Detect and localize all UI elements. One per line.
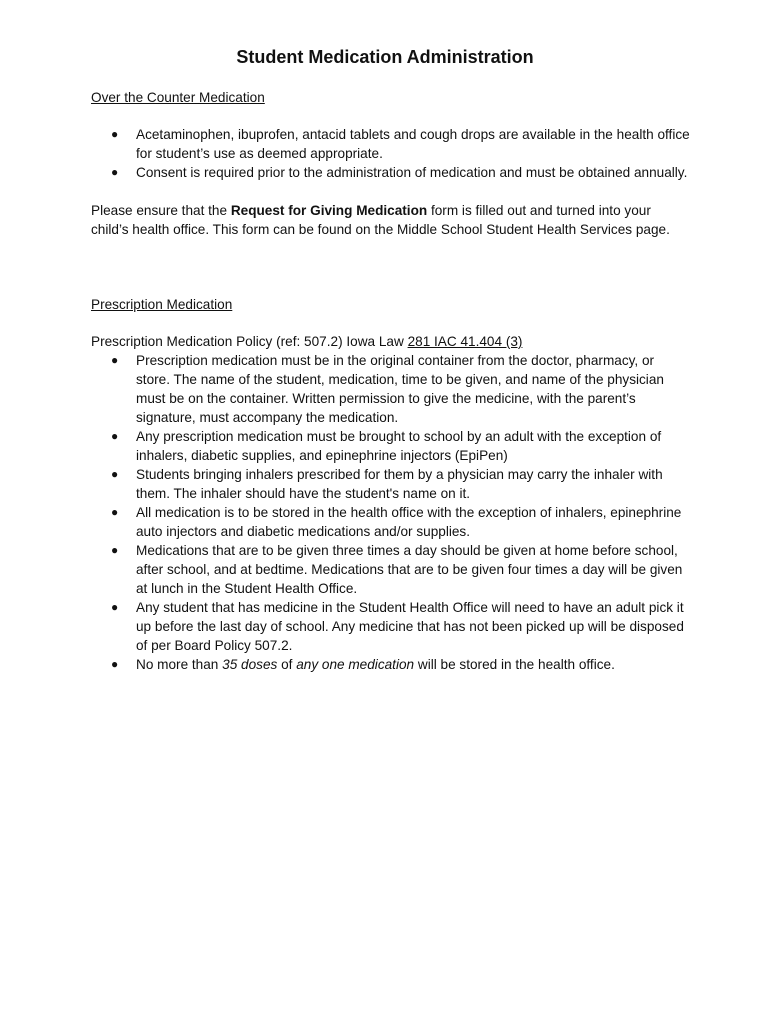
list-item: ● All medication is to be stored in the health office with the exception of inhalers, epinephrine auto injectors and diabetic medications and/or supplies.	[111, 505, 682, 539]
list-item: ● Acetaminophen, ibuprofen, antacid tablets and cough drops are available in the health office for student’s use as deemed appropriate.	[111, 127, 690, 161]
rx-policy-line: Prescription Medication Policy (ref: 507.2) Iowa Law 281 IAC 41.404 (3)	[91, 334, 523, 349]
iowa-law-link[interactable]: 281 IAC 41.404 (3)	[407, 334, 523, 349]
otc-section-heading: Over the Counter Medication	[91, 90, 265, 105]
otc-form-note: Please ensure that the Request for Giving Medication form is filled out and turned into your child’s health office. This form can be found on the Middle School Student Health Services page.	[91, 203, 670, 237]
bullet-icon: ●	[111, 165, 119, 179]
list-item: ● Medications that are to be given three times a day should be given at home before school, after school, and at bedtime. Medications that are to be given four times a day will be given at lunch in the Student Health Office.	[111, 543, 683, 596]
list-item: ● Any prescription medication must be brought to school by an adult with the exception of inhalers, diabetic supplies, and epinephrine injectors (EpiPen)	[111, 429, 662, 463]
bullet-icon: ●	[111, 429, 119, 443]
rx-bullet-list	[91, 351, 691, 674]
otc-bullet-list	[91, 125, 691, 182]
list-item: ● Any student that has medicine in the Student Health Office will need to have an adult pick it up before the last day of school. Any medicine that has not been picked up will be disposed of per Board Policy 507.2.	[111, 600, 684, 653]
bullet-icon: ●	[111, 657, 119, 671]
bullet-icon: ●	[111, 543, 119, 557]
bullet-icon: ●	[111, 353, 119, 367]
list-item: ● Prescription medication must be in the original container from the doctor, pharmacy, or store. The name of the student, medication, time to be given, and name of the physician must be on the container. Written permission to give the medicine, with the parent’s signature, must accompany the medication.	[111, 353, 664, 425]
bullet-icon: ●	[111, 600, 119, 614]
bullet-icon: ●	[111, 467, 119, 481]
bullet-icon: ●	[111, 505, 119, 519]
form-name: Request for Giving Medication	[230, 203, 428, 218]
rx-section-heading: Prescription Medication	[91, 297, 233, 312]
list-item: ● Consent is required prior to the administration of medication and must be obtained annually.	[111, 165, 688, 180]
bullet-icon: ●	[111, 127, 119, 141]
list-item: ● Students bringing inhalers prescribed for them by a physician may carry the inhaler with them. The inhaler should have the student's name on it.	[111, 467, 663, 501]
list-item: ● No more than 35 doses of any one medication will be stored in the health office.	[111, 657, 615, 672]
page-title: Student Medication Administration	[236, 47, 534, 67]
